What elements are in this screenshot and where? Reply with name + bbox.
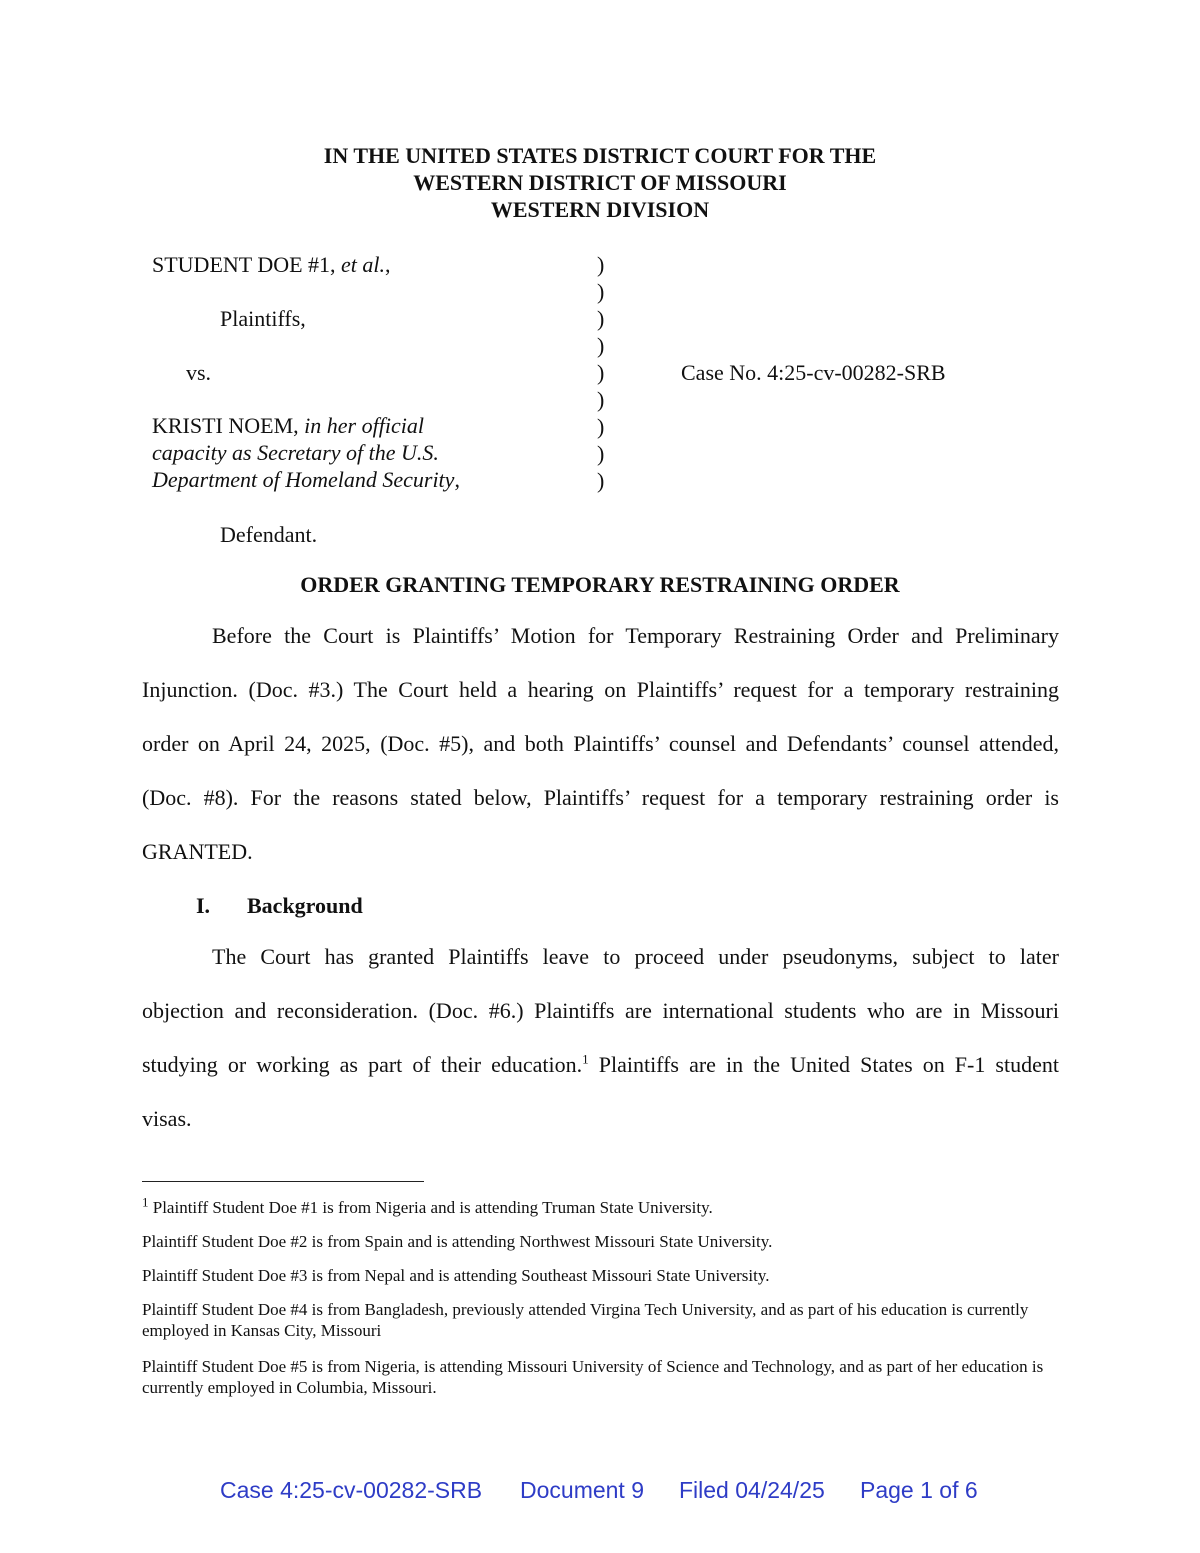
defendant-name: KRISTI NOEM, bbox=[152, 413, 299, 438]
caption-paren: ) bbox=[597, 414, 605, 439]
ecf-document: Document 9 bbox=[520, 1477, 645, 1503]
caption-paren: ) bbox=[597, 252, 605, 277]
et-al: et al. bbox=[341, 252, 386, 277]
caption-paren: ) bbox=[597, 279, 605, 304]
paragraph-line: visas. bbox=[142, 1106, 192, 1131]
ecf-filed: Filed 04/24/25 bbox=[679, 1477, 825, 1503]
plaintiff-caption: STUDENT DOE #1, et al., bbox=[152, 252, 391, 277]
footnote: $^1$ Plaintiff Student Doe #1 is from Nigeria and is attending Truman State University. bbox=[142, 1194, 713, 1217]
defendant-caption: KRISTI NOEM, in her official capacity as Secretary of the U.S. Department of Homeland Security, bbox=[152, 413, 460, 492]
defendant-role: Defendant. bbox=[220, 522, 318, 547]
footnote: Plaintiff Student Doe #5 is from Nigeria, is attending Missouri University of Science and Technology, and as part of her education is currently employed in Columbia, Missouri. bbox=[142, 1357, 1044, 1397]
footnote-reference[interactable]: 1 bbox=[582, 1051, 589, 1067]
paragraph-line: objection and reconsideration. (Doc. #6.) Plaintiffs are international students who are in Missouri bbox=[142, 998, 1059, 1023]
caption-paren: ) bbox=[597, 306, 605, 331]
order-title: ORDER GRANTING TEMPORARY RESTRAINING ORDER bbox=[300, 572, 900, 597]
ecf-case: Case 4:25-cv-00282-SRB bbox=[220, 1477, 483, 1503]
footnote-separator bbox=[142, 1181, 424, 1182]
case-number: Case No. 4:25-cv-00282-SRB bbox=[681, 360, 946, 385]
footnote: Plaintiff Student Doe #3 is from Nepal and is attending Southeast Missouri State University. bbox=[142, 1266, 770, 1285]
caption-paren: ) bbox=[597, 360, 605, 385]
paragraph-line: The Court has granted Plaintiffs leave to proceed under pseudonyms, subject to later bbox=[212, 944, 1059, 969]
paragraph-line: (Doc. #8). For the reasons stated below, Plaintiffs’ request for a temporary restraining order is bbox=[142, 785, 1059, 810]
footnote: Plaintiff Student Doe #2 is from Spain and is attending Northwest Missouri State University. bbox=[142, 1232, 773, 1251]
paragraph-line: studying or working as part of their education.$^1$ Plaintiffs are in the United States on F-1 student bbox=[142, 1051, 1059, 1077]
ecf-page: Page 1 of 6 bbox=[860, 1477, 978, 1503]
court-header-line: WESTERN DIVISION bbox=[490, 197, 710, 222]
caption-paren: ) bbox=[597, 468, 605, 493]
caption-paren: ) bbox=[597, 333, 605, 358]
court-header-line: WESTERN DISTRICT OF MISSOURI bbox=[413, 170, 787, 195]
footnote-mark: 1 bbox=[142, 1194, 149, 1210]
versus: vs. bbox=[186, 360, 212, 385]
caption-paren: ) bbox=[597, 387, 605, 412]
paragraph-line: GRANTED. bbox=[142, 839, 253, 864]
paragraph-line: Before the Court is Plaintiffs’ Motion for Temporary Restraining Order and Preliminary bbox=[212, 623, 1059, 648]
plaintiff-role: Plaintiffs, bbox=[220, 306, 306, 331]
court-header bbox=[0, 142, 1200, 223]
section-heading: Background bbox=[247, 893, 363, 918]
section-number: I. bbox=[196, 893, 211, 918]
paragraph-line: Injunction. (Doc. #3.) The Court held a hearing on Plaintiffs’ request for a temporary restraining bbox=[142, 677, 1059, 702]
plaintiff-name: STUDENT DOE #1, bbox=[152, 252, 336, 277]
court-header-line: IN THE UNITED STATES DISTRICT COURT FOR THE bbox=[323, 143, 877, 168]
caption-paren: ) bbox=[597, 441, 605, 466]
footnote: Plaintiff Student Doe #4 is from Bangladesh, previously attended Virgina Tech University, and as part of his education is currently employed in Kansas City, Missouri bbox=[142, 1300, 1029, 1340]
paragraph-line: order on April 24, 2025, (Doc. #5), and both Plaintiffs’ counsel and Defendants’ counsel attended, bbox=[142, 731, 1059, 756]
